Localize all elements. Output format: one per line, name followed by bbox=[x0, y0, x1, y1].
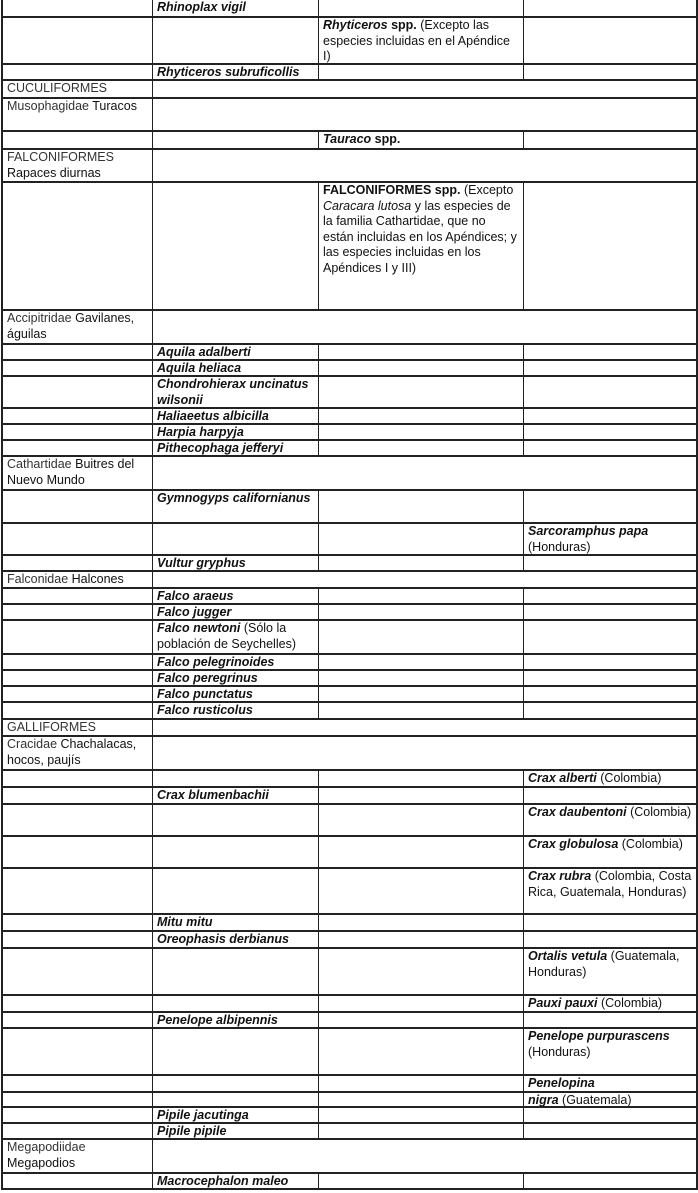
table-row bbox=[3, 671, 696, 687]
appendix-iii-cell bbox=[524, 869, 696, 913]
table-row bbox=[3, 132, 696, 150]
appendix-ii-cell bbox=[319, 425, 524, 439]
appendix-ii-cell bbox=[319, 687, 524, 701]
cell-text: Buitres del Nuevo Mundo bbox=[7, 457, 135, 487]
appendix-ii-cell bbox=[319, 18, 524, 63]
appendix-i-cell bbox=[153, 703, 319, 718]
empty-span-cell bbox=[153, 311, 696, 343]
table-row bbox=[3, 377, 696, 409]
appendix-i-cell bbox=[153, 18, 319, 63]
appendix-iii-cell bbox=[524, 491, 696, 522]
appendix-iii-cell bbox=[524, 949, 696, 994]
appendix-ii-cell bbox=[319, 869, 524, 913]
cell-text: Megapodios bbox=[7, 1155, 76, 1170]
appendix-i-cell bbox=[153, 788, 319, 803]
appendix-ii-cell bbox=[319, 837, 524, 867]
appendix-iii-cell bbox=[524, 524, 696, 554]
taxon-header-row bbox=[3, 99, 696, 132]
taxon-cell bbox=[3, 0, 153, 16]
cell-text: CUCULIFORMES bbox=[7, 81, 108, 95]
appendix-i-cell bbox=[153, 949, 319, 994]
appendix-iii-cell bbox=[524, 441, 696, 455]
appendix-iii-cell bbox=[524, 345, 696, 359]
taxon-cell bbox=[3, 524, 153, 554]
appendix-i-cell bbox=[153, 1124, 319, 1138]
cell-text: Cathartidae bbox=[7, 457, 76, 471]
cell-text: Accipitridae bbox=[7, 311, 76, 325]
cell-text: Crax blumenbachii bbox=[157, 788, 269, 802]
cell-text: spp. bbox=[387, 18, 417, 32]
appendix-iii-cell bbox=[524, 932, 696, 947]
appendix-iii-cell bbox=[524, 425, 696, 439]
cell-text: Chondrohierax uncinatus wilsonii bbox=[157, 377, 309, 407]
appendix-ii-cell bbox=[319, 1108, 524, 1122]
appendix-i-cell bbox=[153, 65, 319, 79]
taxon-header-row bbox=[3, 1140, 696, 1174]
appendix-i-cell bbox=[153, 183, 319, 309]
appendix-i-cell bbox=[153, 0, 319, 16]
appendix-i-cell bbox=[153, 361, 319, 375]
appendix-i-cell bbox=[153, 655, 319, 669]
appendix-ii-cell bbox=[319, 915, 524, 930]
appendix-ii-cell bbox=[319, 1076, 524, 1091]
taxon-cell bbox=[3, 655, 153, 669]
appendix-iii-cell bbox=[524, 361, 696, 375]
cell-text: Haliaeetus albicilla bbox=[157, 409, 269, 423]
cell-text: Rhyticeros subruficollis bbox=[157, 65, 300, 79]
cell-text: Crax globulosa bbox=[528, 837, 619, 851]
table-row bbox=[3, 0, 696, 18]
taxon-cell bbox=[3, 1124, 153, 1138]
taxon-header-row bbox=[3, 311, 696, 345]
taxon-cell bbox=[3, 132, 153, 148]
cell-text: Falco jugger bbox=[157, 605, 232, 619]
appendix-ii-cell bbox=[319, 65, 524, 79]
appendix-i-cell bbox=[153, 1108, 319, 1122]
appendix-i-cell bbox=[153, 589, 319, 603]
taxon-cell bbox=[3, 441, 153, 455]
appendix-ii-cell bbox=[319, 361, 524, 375]
appendix-iii-cell bbox=[524, 132, 696, 148]
table-row bbox=[3, 915, 696, 932]
appendix-iii-cell bbox=[524, 556, 696, 570]
taxon-name-cell bbox=[3, 150, 153, 181]
appendix-i-cell bbox=[153, 345, 319, 359]
cell-text: Falco punctatus bbox=[157, 687, 253, 701]
table-row bbox=[3, 409, 696, 425]
table-row bbox=[3, 361, 696, 377]
table-row bbox=[3, 771, 696, 788]
taxon-cell bbox=[3, 425, 153, 439]
appendix-iii-cell bbox=[524, 409, 696, 423]
empty-span-cell bbox=[153, 99, 696, 130]
appendix-i-cell bbox=[153, 932, 319, 947]
table-row bbox=[3, 805, 696, 837]
empty-span-cell bbox=[153, 572, 696, 587]
cell-text: Cracidae bbox=[7, 737, 61, 751]
cell-text: FALCONIFORMES bbox=[7, 150, 114, 164]
cell-text: (Guatemala) bbox=[558, 1093, 632, 1106]
cell-text: (Colombia, Costa Rica, Guatemala, Honduras) bbox=[528, 869, 692, 899]
cell-text: (Excepto bbox=[460, 183, 514, 197]
appendix-ii-cell bbox=[319, 1174, 524, 1188]
taxon-name-cell bbox=[3, 720, 153, 735]
appendix-iii-cell bbox=[524, 1093, 696, 1106]
appendix-ii-cell bbox=[319, 788, 524, 803]
appendix-ii-cell bbox=[319, 805, 524, 835]
taxon-cell bbox=[3, 556, 153, 570]
cell-text: (Sólo la población de Seychelles) bbox=[157, 621, 296, 651]
appendix-ii-cell bbox=[319, 524, 524, 554]
appendix-iii-cell bbox=[524, 687, 696, 701]
appendix-iii-cell bbox=[524, 589, 696, 603]
taxon-cell bbox=[3, 409, 153, 423]
appendix-ii-cell bbox=[319, 345, 524, 359]
appendix-i-cell bbox=[153, 491, 319, 522]
cell-text: Musophagidae bbox=[7, 99, 93, 113]
table-row bbox=[3, 703, 696, 720]
cell-text: Crax daubentoni bbox=[528, 805, 627, 819]
appendix-iii-cell bbox=[524, 655, 696, 669]
appendix-i-cell bbox=[153, 524, 319, 554]
appendix-iii-cell bbox=[524, 671, 696, 685]
appendix-ii-cell bbox=[319, 949, 524, 994]
taxon-cell bbox=[3, 18, 153, 63]
table-row bbox=[3, 18, 696, 65]
cell-text: Falco peregrinus bbox=[157, 671, 258, 685]
taxon-cell bbox=[3, 345, 153, 359]
appendix-iii-cell bbox=[524, 18, 696, 63]
appendix-ii-cell bbox=[319, 671, 524, 685]
cell-text: Ortalis vetula bbox=[528, 949, 608, 963]
taxon-cell bbox=[3, 915, 153, 930]
table-row bbox=[3, 491, 696, 524]
appendix-i-cell bbox=[153, 441, 319, 455]
cell-text: Falco rusticolus bbox=[157, 703, 253, 717]
appendix-iii-cell bbox=[524, 915, 696, 930]
table-row bbox=[3, 932, 696, 949]
appendix-i-cell bbox=[153, 425, 319, 439]
cell-text: Sarcoramphus papa bbox=[528, 524, 649, 538]
cell-text: Gymnogyps californianus bbox=[157, 491, 311, 505]
appendix-iii-cell bbox=[524, 805, 696, 835]
table-row bbox=[3, 655, 696, 671]
appendix-iii-cell bbox=[524, 621, 696, 653]
taxon-cell bbox=[3, 1093, 153, 1106]
appendix-iii-cell bbox=[524, 0, 696, 16]
taxon-header-row bbox=[3, 737, 696, 771]
taxon-name-cell bbox=[3, 737, 153, 769]
cell-text: (Guatemala, Honduras) bbox=[528, 949, 680, 979]
taxon-header-row bbox=[3, 457, 696, 491]
table-row bbox=[3, 996, 696, 1013]
taxon-cell bbox=[3, 1076, 153, 1091]
cell-text: Chachalacas, hocos, paujís bbox=[7, 737, 137, 767]
appendix-ii-cell bbox=[319, 0, 524, 16]
appendix-ii-cell bbox=[319, 409, 524, 423]
appendix-ii-cell bbox=[319, 1093, 524, 1106]
taxon-cell bbox=[3, 377, 153, 407]
appendix-iii-cell bbox=[524, 1174, 696, 1188]
table-row bbox=[3, 1108, 696, 1124]
appendix-ii-cell bbox=[319, 183, 524, 309]
cites-appendix-table bbox=[1, 0, 698, 1190]
appendix-iii-cell bbox=[524, 996, 696, 1011]
cell-text: Pithecophaga jefferyi bbox=[157, 441, 284, 455]
taxon-cell bbox=[3, 605, 153, 619]
cell-text: Pauxi pauxi bbox=[528, 996, 598, 1010]
taxon-cell bbox=[3, 869, 153, 913]
appendix-i-cell bbox=[153, 1076, 319, 1091]
taxon-cell bbox=[3, 932, 153, 947]
cell-text: Falco newtoni bbox=[157, 621, 241, 635]
appendix-ii-cell bbox=[319, 441, 524, 455]
table-row bbox=[3, 1124, 696, 1140]
cell-text: Megapodiidae bbox=[7, 1140, 86, 1154]
cell-text: Tauraco bbox=[323, 132, 372, 146]
cell-text: Vultur gryphus bbox=[157, 556, 246, 570]
cell-text: y las especies de la familia Cathartidae, que no están incluidas en los Apéndices; y las especies incluidas en los Apéndices I y III) bbox=[323, 198, 517, 275]
cell-text: Halcones bbox=[71, 572, 124, 586]
appendix-ii-cell bbox=[319, 771, 524, 786]
cell-text: Rhinoplax vigil bbox=[157, 0, 246, 14]
appendix-iii-cell bbox=[524, 1108, 696, 1122]
taxon-name-cell bbox=[3, 457, 153, 489]
taxon-cell bbox=[3, 1174, 153, 1188]
taxon-cell bbox=[3, 687, 153, 701]
table-row bbox=[3, 183, 696, 311]
taxon-cell bbox=[3, 949, 153, 994]
cell-text: Harpia harpyja bbox=[157, 425, 244, 439]
appendix-i-cell bbox=[153, 621, 319, 653]
cell-text: (Colombia) bbox=[618, 837, 683, 851]
taxon-header-row bbox=[3, 720, 696, 737]
cell-text: Rapaces diurnas bbox=[7, 165, 101, 180]
taxon-header-row bbox=[3, 572, 696, 589]
cell-text: nigra bbox=[528, 1093, 559, 1106]
empty-span-cell bbox=[153, 457, 696, 489]
taxon-name-cell bbox=[3, 99, 153, 130]
appendix-ii-cell bbox=[319, 932, 524, 947]
appendix-ii-cell bbox=[319, 491, 524, 522]
table-row bbox=[3, 425, 696, 441]
cell-text: Aquila adalberti bbox=[157, 345, 251, 359]
taxon-cell bbox=[3, 1108, 153, 1122]
appendix-i-cell bbox=[153, 687, 319, 701]
appendix-i-cell bbox=[153, 869, 319, 913]
appendix-i-cell bbox=[153, 1013, 319, 1027]
empty-span-cell bbox=[153, 720, 696, 735]
appendix-i-cell bbox=[153, 1093, 319, 1106]
cell-text: Falco pelegrinoides bbox=[157, 655, 275, 669]
appendix-i-cell bbox=[153, 837, 319, 867]
table-row bbox=[3, 589, 696, 605]
empty-span-cell bbox=[153, 150, 696, 181]
cell-text: Penelopina bbox=[528, 1076, 595, 1090]
empty-span-cell bbox=[153, 1140, 696, 1172]
appendix-ii-cell bbox=[319, 996, 524, 1011]
table-row bbox=[3, 869, 696, 915]
appendix-iii-cell bbox=[524, 377, 696, 407]
cell-text: Mitu mitu bbox=[157, 915, 213, 929]
appendix-ii-cell bbox=[319, 556, 524, 570]
table-row bbox=[3, 1029, 696, 1076]
appendix-iii-cell bbox=[524, 1124, 696, 1138]
cell-text: Pipile pipile bbox=[157, 1124, 227, 1138]
appendix-ii-cell bbox=[319, 377, 524, 407]
cell-text: Falco araeus bbox=[157, 589, 234, 603]
cell-text: Macrocephalon maleo bbox=[157, 1174, 289, 1188]
appendix-iii-cell bbox=[524, 788, 696, 803]
appendix-ii-cell bbox=[319, 132, 524, 148]
taxon-cell bbox=[3, 1029, 153, 1074]
appendix-i-cell bbox=[153, 556, 319, 570]
cell-text: FALCONIFORMES spp. bbox=[323, 183, 461, 197]
appendix-i-cell bbox=[153, 996, 319, 1011]
appendix-i-cell bbox=[153, 605, 319, 619]
cell-text: (Colombia) bbox=[596, 771, 662, 785]
table-row bbox=[3, 556, 696, 572]
table-row bbox=[3, 605, 696, 621]
empty-span-cell bbox=[153, 737, 696, 769]
table-row bbox=[3, 345, 696, 361]
cell-text: GALLIFORMES bbox=[7, 720, 96, 734]
cell-text: Crax rubra bbox=[528, 869, 592, 883]
taxon-name-cell bbox=[3, 311, 153, 343]
appendix-ii-cell bbox=[319, 1029, 524, 1074]
table-row bbox=[3, 1013, 696, 1029]
empty-span-cell bbox=[153, 81, 696, 97]
cell-text: Penelope albipennis bbox=[157, 1013, 278, 1027]
appendix-ii-cell bbox=[319, 589, 524, 603]
cell-text: Falconidae bbox=[7, 572, 72, 586]
appendix-ii-cell bbox=[319, 655, 524, 669]
appendix-ii-cell bbox=[319, 605, 524, 619]
table-row bbox=[3, 1076, 696, 1093]
appendix-i-cell bbox=[153, 671, 319, 685]
taxon-cell bbox=[3, 996, 153, 1011]
appendix-iii-cell bbox=[524, 1029, 696, 1074]
taxon-cell bbox=[3, 805, 153, 835]
taxon-header-row bbox=[3, 81, 696, 99]
table-row bbox=[3, 1093, 696, 1108]
taxon-name-cell bbox=[3, 81, 153, 97]
table-row bbox=[3, 687, 696, 703]
taxon-cell bbox=[3, 788, 153, 803]
cell-text: spp. bbox=[371, 132, 401, 146]
appendix-iii-cell bbox=[524, 1076, 696, 1091]
appendix-i-cell bbox=[153, 771, 319, 786]
table-row bbox=[3, 524, 696, 556]
cell-text: Gavilanes, águilas bbox=[7, 311, 135, 341]
appendix-iii-cell bbox=[524, 605, 696, 619]
table-row bbox=[3, 837, 696, 869]
appendix-i-cell bbox=[153, 1174, 319, 1188]
appendix-iii-cell bbox=[524, 1013, 696, 1027]
appendix-iii-cell bbox=[524, 183, 696, 309]
cell-text: Aquila heliaca bbox=[157, 361, 242, 375]
appendix-i-cell bbox=[153, 409, 319, 423]
cell-text: Penelope purpurascens bbox=[528, 1029, 670, 1043]
taxon-header-row bbox=[3, 150, 696, 183]
cell-text: (Honduras) bbox=[528, 1044, 591, 1059]
cell-text: (Excepto las especies incluidas en el Apéndice I) bbox=[323, 18, 510, 63]
taxon-name-cell bbox=[3, 572, 153, 587]
cell-text: Turacos bbox=[92, 99, 137, 113]
appendix-iii-cell bbox=[524, 771, 696, 786]
taxon-cell bbox=[3, 621, 153, 653]
table-row bbox=[3, 1174, 696, 1190]
appendix-ii-cell bbox=[319, 621, 524, 653]
appendix-iii-cell bbox=[524, 837, 696, 867]
taxon-cell bbox=[3, 589, 153, 603]
table-row bbox=[3, 441, 696, 457]
taxon-cell bbox=[3, 65, 153, 79]
appendix-i-cell bbox=[153, 377, 319, 407]
cell-text: (Colombia) bbox=[597, 996, 663, 1010]
table-row bbox=[3, 949, 696, 996]
taxon-cell bbox=[3, 1013, 153, 1027]
cell-text: Pipile jacutinga bbox=[157, 1108, 249, 1122]
appendix-ii-cell bbox=[319, 1124, 524, 1138]
taxon-cell bbox=[3, 771, 153, 786]
taxon-cell bbox=[3, 837, 153, 867]
taxon-cell bbox=[3, 183, 153, 309]
cell-text: Oreophasis derbianus bbox=[157, 932, 289, 946]
appendix-i-cell bbox=[153, 132, 319, 148]
taxon-name-cell bbox=[3, 1140, 153, 1172]
table-row bbox=[3, 788, 696, 805]
appendix-i-cell bbox=[153, 1029, 319, 1074]
taxon-cell bbox=[3, 703, 153, 718]
taxon-cell bbox=[3, 671, 153, 685]
appendix-iii-cell bbox=[524, 703, 696, 718]
taxon-cell bbox=[3, 361, 153, 375]
cell-text: (Honduras) bbox=[528, 539, 591, 554]
cell-text: Rhyticeros bbox=[323, 18, 388, 32]
cell-text: Caracara lutosa bbox=[323, 198, 412, 213]
appendix-iii-cell bbox=[524, 65, 696, 79]
table-row bbox=[3, 621, 696, 655]
taxon-cell bbox=[3, 491, 153, 522]
cell-text: Crax alberti bbox=[528, 771, 597, 785]
table-row bbox=[3, 65, 696, 81]
appendix-i-cell bbox=[153, 805, 319, 835]
cell-text: (Colombia) bbox=[626, 805, 692, 819]
appendix-ii-cell bbox=[319, 1013, 524, 1027]
appendix-ii-cell bbox=[319, 703, 524, 718]
appendix-i-cell bbox=[153, 915, 319, 930]
